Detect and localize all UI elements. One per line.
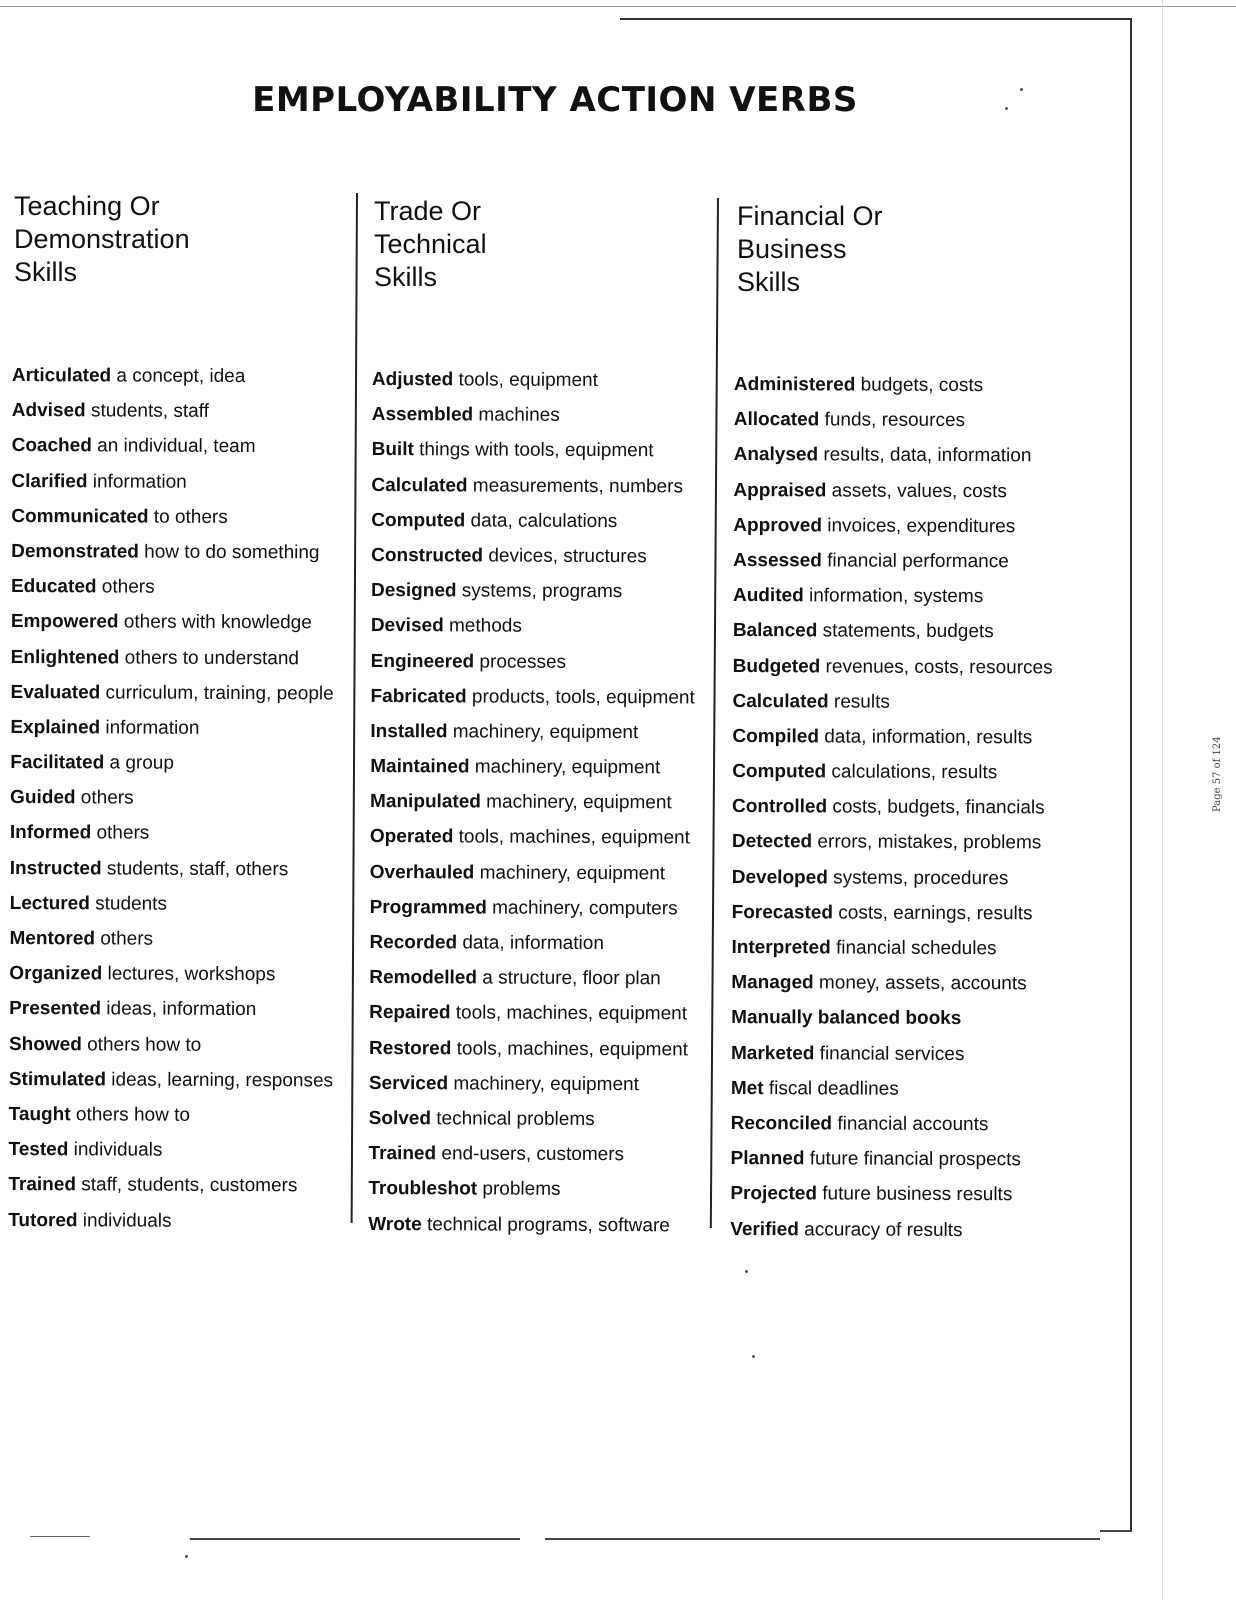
list-item (11, 569, 351, 606)
list-item (369, 1031, 714, 1068)
verb-object: calculations, results (826, 761, 998, 784)
list-item (733, 578, 1123, 615)
action-verb: Marketed (730, 1042, 815, 1064)
list-item (9, 1062, 349, 1099)
page-border-top (620, 18, 1132, 20)
verb-object: revenues, costs, resources (820, 655, 1053, 678)
action-verb: Taught (8, 1103, 71, 1126)
verb-object: to others (148, 506, 228, 528)
action-verb: Informed (9, 822, 92, 844)
list-item (732, 719, 1122, 756)
verb-object: financial schedules (830, 937, 997, 960)
action-verb: Serviced (368, 1072, 449, 1095)
action-verb: Balanced (732, 620, 818, 642)
action-verb: Administered (733, 373, 856, 396)
financial-verb-list (730, 367, 1124, 1248)
action-verb: Mentored (9, 927, 96, 950)
list-item (731, 965, 1121, 1002)
verb-object: technical problems (430, 1108, 595, 1130)
list-item (9, 991, 349, 1028)
action-verb: Adjusted (371, 368, 454, 391)
action-verb: Organized (9, 963, 103, 985)
heading-line: Teaching Or (14, 191, 160, 221)
verb-object: end-users, customers (436, 1143, 625, 1166)
verb-object: methods (443, 615, 522, 637)
action-verb: Detected (731, 831, 813, 853)
verb-object: staff, students, customers (75, 1174, 298, 1197)
heading-line: Technical (374, 229, 487, 259)
verb-object: data, information, results (818, 726, 1033, 749)
scan-speck (745, 1270, 748, 1273)
list-item (369, 925, 714, 962)
list-item (10, 745, 350, 782)
list-item (11, 639, 351, 676)
verb-object: ideas, information (100, 998, 257, 1021)
verb-object: machinery, equipment (447, 721, 639, 744)
action-verb: Solved (368, 1107, 432, 1130)
verb-object: information (87, 470, 187, 493)
verb-object: students, staff (85, 400, 209, 423)
action-verb: Educated (10, 576, 97, 598)
list-item (371, 608, 716, 645)
list-item (369, 1066, 714, 1103)
action-verb: Troubleshot (368, 1178, 478, 1200)
list-item (734, 437, 1124, 474)
action-verb: Tutored (8, 1209, 78, 1231)
list-item (9, 921, 349, 958)
list-item (371, 643, 716, 680)
list-item (730, 1141, 1120, 1178)
action-verb: Developed (731, 866, 828, 889)
verb-object: invoices, expenditures (821, 515, 1016, 537)
list-item (370, 855, 715, 892)
page-border-right (1130, 20, 1132, 1532)
action-verb: Allocated (733, 409, 820, 431)
list-item (372, 432, 717, 469)
verb-object: individuals (68, 1139, 163, 1161)
action-verb: Operated (369, 826, 454, 848)
action-verb: Assembled (371, 404, 474, 426)
action-verb: Installed (370, 720, 448, 743)
list-item (731, 1071, 1121, 1108)
action-verb: Facilitated (10, 752, 105, 774)
verb-object: financial performance (821, 550, 1009, 573)
page-border-bottom-left (190, 1538, 520, 1540)
verb-object: tools, machines, equipment (450, 1002, 688, 1025)
verb-object: an individual, team (91, 435, 256, 458)
action-verb: Presented (9, 998, 102, 1020)
action-verb: Coached (11, 435, 92, 457)
list-item (12, 428, 352, 465)
action-verb: Projected (730, 1183, 818, 1205)
verb-object: results, data, information (818, 444, 1032, 467)
action-verb: Empowered (10, 611, 119, 633)
list-item (10, 710, 350, 747)
list-item (370, 819, 715, 856)
verb-object: machinery, equipment (474, 862, 666, 884)
verb-object: a group (104, 752, 174, 774)
scan-speck (1020, 88, 1023, 91)
action-verb: Maintained (370, 756, 470, 778)
verb-object: processes (474, 650, 567, 673)
list-item (8, 1132, 348, 1169)
verb-object: machinery, equipment (448, 1073, 639, 1095)
list-item (9, 1027, 349, 1064)
column-heading-trade (374, 195, 487, 294)
heading-line: Financial Or (737, 201, 883, 231)
action-verb: Lectured (9, 892, 90, 915)
verb-object: budgets, costs (855, 374, 984, 397)
verb-object: information (100, 717, 200, 739)
action-verb: Engineered (370, 650, 475, 672)
action-verb: Repaired (369, 1002, 451, 1024)
list-item (731, 930, 1121, 967)
action-verb: Programmed (369, 896, 487, 919)
verb-object: data, information (457, 932, 604, 955)
verb-object: ideas, learning, responses (105, 1069, 334, 1092)
list-item (9, 1097, 349, 1134)
action-verb: Trained (368, 1143, 437, 1165)
list-item (8, 1202, 348, 1239)
action-verb: Trained (8, 1174, 77, 1196)
verb-object: technical programs, software (421, 1213, 670, 1236)
list-item (10, 780, 350, 817)
action-verb: Overhauled (369, 861, 475, 884)
list-item (12, 358, 352, 395)
list-item (10, 815, 350, 852)
action-verb: Planned (730, 1148, 805, 1170)
heading-line: Business (737, 234, 847, 264)
scan-speck (185, 1555, 188, 1558)
list-item (733, 648, 1123, 685)
list-item (730, 1176, 1120, 1213)
verb-object: a concept, idea (111, 365, 246, 388)
action-verb: Devised (370, 615, 444, 637)
column-heading-financial (737, 200, 883, 299)
action-verb: Audited (732, 585, 804, 607)
action-verb: Constructed (371, 544, 484, 567)
action-verb: Reconciled (730, 1112, 833, 1135)
verb-object: assets, values, costs (826, 479, 1008, 502)
column-divider (351, 193, 358, 1223)
verb-object: things with tools, equipment (413, 439, 654, 462)
action-verb: Manipulated (370, 791, 481, 813)
list-item (733, 613, 1123, 650)
list-item (370, 890, 715, 927)
action-verb: Assessed (733, 549, 822, 572)
list-item (368, 1206, 713, 1243)
action-verb: Interpreted (731, 936, 831, 959)
verb-object: errors, mistakes, problems (812, 831, 1042, 854)
heading-line: Trade Or (374, 196, 482, 226)
action-verb: Met (730, 1077, 764, 1099)
verb-object: devices, structures (483, 545, 647, 568)
verb-object: machinery, equipment (480, 791, 672, 814)
verb-object: others how to (81, 1033, 202, 1056)
verb-object: curriculum, training, people (100, 682, 334, 705)
list-item (370, 784, 715, 821)
verb-object: statements, budgets (817, 620, 994, 643)
list-item (368, 1136, 713, 1173)
list-item (370, 714, 715, 751)
action-verb: Showed (8, 1033, 82, 1055)
verb-object: financial accounts (832, 1113, 989, 1136)
action-verb: Compiled (732, 725, 819, 748)
heading-line: Skills (737, 267, 801, 297)
verb-object: others with knowledge (118, 611, 312, 634)
verb-object: measurements, numbers (467, 474, 684, 497)
action-verb: Manually balanced books (731, 1007, 962, 1030)
action-verb: Communicated (11, 505, 149, 528)
action-verb: Designed (370, 580, 457, 602)
list-item (371, 468, 716, 505)
list-item (11, 604, 351, 641)
list-item (372, 362, 717, 399)
scan-right-edge (1162, 0, 1163, 1600)
action-verb: Fabricated (370, 685, 467, 708)
list-item (11, 534, 351, 571)
verb-object: others (94, 928, 154, 950)
heading-line: Skills (374, 262, 438, 292)
list-item (731, 1000, 1121, 1037)
list-item (370, 749, 715, 786)
list-item (732, 684, 1122, 721)
list-item (734, 367, 1124, 404)
list-item (732, 860, 1122, 897)
verb-object: funds, resources (819, 409, 966, 432)
scan-speck (752, 1355, 755, 1358)
list-item (733, 508, 1123, 545)
verb-object: costs, budgets, financials (827, 796, 1045, 819)
action-verb: Tested (8, 1139, 69, 1161)
list-item (732, 789, 1122, 826)
list-item (9, 956, 349, 993)
verb-object: data, calculations (465, 510, 618, 532)
scan-speck (1005, 107, 1008, 110)
page-title: EMPLOYABILITY ACTION VERBS (252, 80, 858, 120)
action-verb: Guided (10, 787, 76, 809)
action-verb: Budgeted (732, 655, 821, 677)
page-number-label: Page 57 of 124 (1212, 736, 1223, 812)
scan-top-edge (0, 6, 1236, 7)
verb-object: machinery, computers (486, 897, 678, 920)
action-verb: Calculated (371, 474, 468, 496)
verb-object: tools, machines, equipment (451, 1037, 688, 1060)
action-verb: Instructed (9, 857, 102, 880)
verb-object: future business results (816, 1183, 1013, 1206)
list-item (732, 824, 1122, 861)
heading-line: Skills (14, 257, 78, 287)
list-item (10, 675, 350, 712)
verb-object: machinery, equipment (469, 756, 661, 779)
trade-verb-list (368, 362, 717, 1243)
page-border-corner (1100, 1530, 1132, 1532)
list-item (10, 886, 350, 923)
list-item (370, 679, 715, 716)
verb-object: students (89, 893, 168, 915)
action-verb: Analysed (733, 444, 819, 466)
action-verb: Forecasted (731, 901, 834, 924)
verb-object: machines (473, 404, 560, 427)
action-verb: Appraised (733, 479, 827, 501)
verb-object: accuracy of results (798, 1218, 963, 1241)
list-item (10, 851, 350, 888)
list-item (369, 1101, 714, 1138)
verb-object: tools, machines, equipment (453, 826, 690, 849)
action-verb: Built (371, 439, 414, 461)
verb-object: results (828, 691, 890, 713)
list-item (733, 473, 1123, 510)
verb-object: systems, procedures (827, 867, 1009, 889)
list-item (368, 1171, 713, 1208)
list-item (369, 960, 714, 997)
verb-object: students, staff, others (101, 858, 289, 880)
list-item (731, 1036, 1121, 1073)
list-item (731, 1106, 1121, 1143)
verb-object: fiscal deadlines (763, 1077, 899, 1100)
verb-object: a structure, floor plan (476, 967, 661, 990)
list-item (11, 499, 351, 536)
list-item (371, 573, 716, 610)
action-verb: Restored (368, 1037, 452, 1059)
verb-object: systems, programs (456, 580, 623, 603)
action-verb: Demonstrated (11, 540, 139, 563)
heading-line: Demonstration (14, 224, 190, 254)
action-verb: Controlled (732, 796, 828, 818)
action-verb: Computed (732, 761, 827, 783)
action-verb: Evaluated (10, 681, 101, 704)
list-item (369, 995, 714, 1032)
verb-object: future financial prospects (804, 1148, 1022, 1171)
action-verb: Explained (10, 716, 101, 739)
action-verb: Advised (11, 400, 86, 422)
verb-object: money, assets, accounts (813, 972, 1027, 995)
list-item (732, 754, 1122, 791)
list-item (733, 543, 1123, 580)
verb-object: others (75, 787, 134, 809)
list-item (730, 1211, 1120, 1248)
verb-object: tools, equipment (453, 369, 598, 391)
list-item (371, 503, 716, 540)
page-mark-bottom (30, 1536, 90, 1537)
verb-object: others (91, 822, 150, 845)
list-item (372, 397, 717, 434)
verb-object: lectures, workshops (102, 963, 276, 986)
action-verb: Approved (733, 514, 823, 537)
action-verb: Stimulated (8, 1068, 107, 1091)
verb-object: information, systems (803, 585, 984, 608)
action-verb: Managed (731, 972, 814, 994)
verb-object: costs, earnings, results (832, 902, 1033, 925)
verb-object: others how to (70, 1104, 191, 1126)
action-verb: Calculated (732, 690, 829, 713)
verb-object: individuals (77, 1209, 172, 1232)
action-verb: Articulated (11, 364, 112, 387)
teaching-verb-list (8, 358, 352, 1239)
list-item (12, 393, 352, 430)
action-verb: Recorded (369, 931, 458, 954)
action-verb: Enlightened (10, 646, 120, 668)
action-verb: Verified (730, 1218, 799, 1240)
action-verb: Remodelled (369, 967, 478, 989)
list-item (371, 538, 716, 575)
page-border-bottom-right (545, 1538, 1100, 1540)
verb-object: financial services (814, 1042, 965, 1065)
column-heading-teaching (14, 190, 190, 289)
action-verb: Computed (371, 509, 466, 532)
verb-object: how to do something (138, 541, 320, 564)
list-item (11, 464, 351, 501)
list-item (734, 402, 1124, 439)
verb-object: others to understand (119, 646, 300, 669)
list-item (8, 1167, 348, 1204)
verb-object: problems (477, 1178, 561, 1201)
verb-object: others (96, 576, 155, 598)
action-verb: Clarified (11, 470, 88, 492)
action-verb: Wrote (368, 1213, 422, 1235)
verb-object: products, tools, equipment (466, 686, 695, 709)
list-item (732, 895, 1122, 932)
